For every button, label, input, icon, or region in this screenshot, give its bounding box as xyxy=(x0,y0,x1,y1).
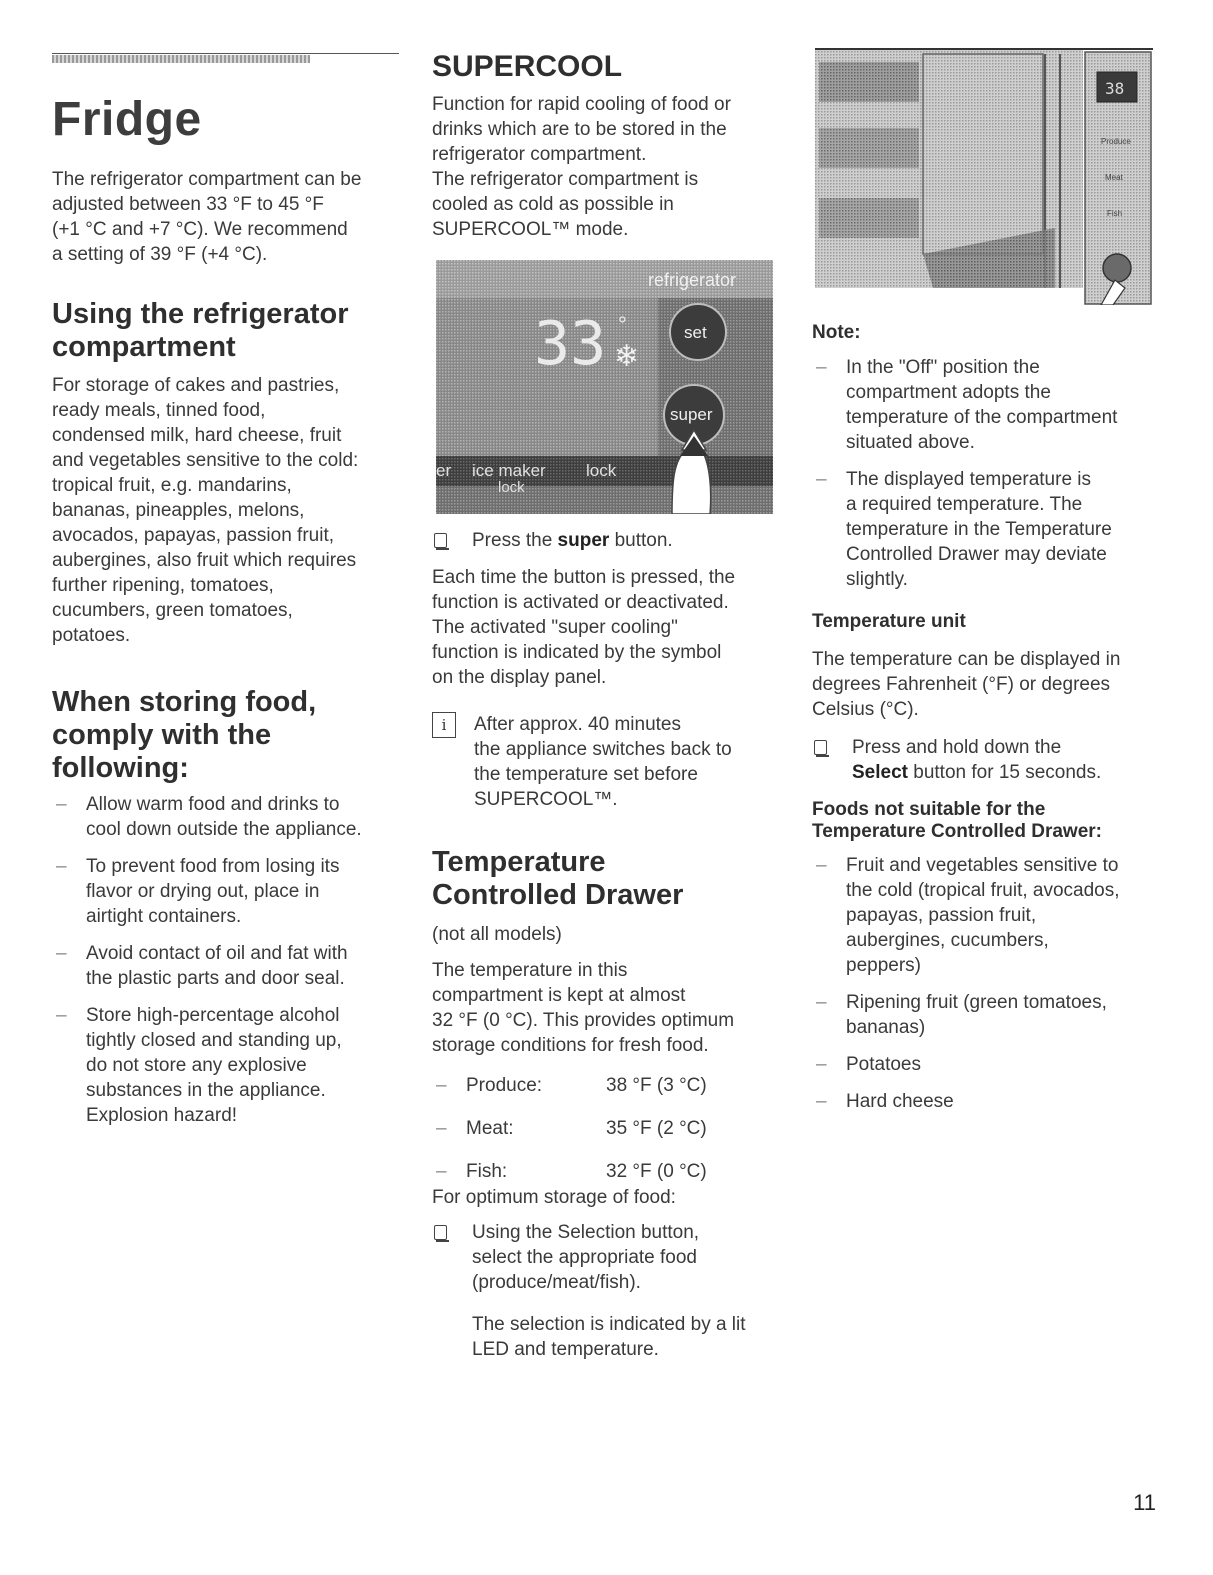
using-heading xyxy=(52,298,404,364)
text-line: a required temperature. The xyxy=(846,494,1083,515)
text-line: and vegetables sensitive to the cold: xyxy=(52,450,359,471)
text-line: The temperature can be displayed in xyxy=(812,649,1121,670)
text-line: temperature of the compartment xyxy=(846,407,1118,428)
list-item xyxy=(52,792,404,842)
text-line: The selection is indicated by a lit xyxy=(472,1314,746,1335)
text-line: Press and hold down the xyxy=(852,737,1062,758)
step-item xyxy=(432,1220,777,1295)
text-line: – In the "Off" position the xyxy=(846,357,1040,378)
text-line: papayas, passion fruit, xyxy=(846,905,1037,926)
text-line: further ripening, tomatoes, xyxy=(52,575,274,596)
text-line: on the display panel. xyxy=(432,667,607,688)
text-line: tropical fruit, e.g. mandarins, xyxy=(52,475,292,496)
storing-heading xyxy=(52,686,404,785)
info-row xyxy=(432,712,777,812)
drawer-heading xyxy=(432,846,777,912)
list-item xyxy=(812,355,1162,455)
panel-degree: ° xyxy=(618,312,627,337)
text-line: 32 °F (0 °C). This provides optimum xyxy=(432,1010,735,1031)
fridge-intro xyxy=(52,167,404,267)
heading-line: comply with the xyxy=(52,719,272,751)
text-line: the appliance switches back to xyxy=(474,739,732,760)
text-line: adjusted between 33 °F to 45 °F xyxy=(52,194,324,215)
header-rule-bar xyxy=(52,55,310,63)
drawer-display-value: 38 xyxy=(1105,79,1125,98)
text-line: flavor or drying out, place in xyxy=(86,881,320,902)
heading-line: Temperature xyxy=(432,846,606,878)
text-line: compartment is kept at almost xyxy=(432,985,686,1006)
text-line: – Avoid contact of oil and fat with xyxy=(86,943,348,964)
foods-heading xyxy=(812,799,1162,843)
text-line: – Ripening fruit (green tomatoes, xyxy=(846,992,1107,1013)
heading-line: Using the refrigerator xyxy=(52,298,349,330)
heading-line: following: xyxy=(52,752,189,784)
text-line: Function for rapid cooling of food or xyxy=(432,94,731,115)
step-text-post: button. xyxy=(609,530,673,551)
info-icon: i xyxy=(432,712,456,738)
text-line: storage conditions for fresh food. xyxy=(432,1035,709,1056)
checkbox-icon xyxy=(434,1225,447,1240)
temp-label: Meat: xyxy=(466,1118,514,1139)
dash: – xyxy=(436,1118,447,1139)
text-line: situated above. xyxy=(846,432,975,453)
text-line: After approx. 40 minutes xyxy=(474,714,681,735)
dash: – xyxy=(436,1075,447,1096)
temperature-unit-body xyxy=(812,647,1162,722)
temp-value: 38 °F (3 °C) xyxy=(606,1075,707,1096)
supercool-body-2 xyxy=(432,565,777,690)
text-line: peppers) xyxy=(846,955,921,976)
panel-display-temp: 33 xyxy=(534,309,607,379)
drawer-label-meat: Meat xyxy=(1105,173,1123,182)
text-line: – To prevent food from losing its xyxy=(86,856,340,877)
text-line: the cold (tropical fruit, avocados, xyxy=(846,880,1120,901)
header-rule-line xyxy=(52,53,399,54)
text-line: The refrigerator compartment is xyxy=(432,169,699,190)
snowflake-icon: ❄ xyxy=(614,339,640,374)
drawer-body xyxy=(432,958,777,1058)
super-button-label: super xyxy=(670,405,713,424)
text-line: Controlled Drawer may deviate xyxy=(846,544,1107,565)
text-line: cucumbers, green tomatoes, xyxy=(52,600,293,621)
text-line: cooled as cold as possible in xyxy=(432,194,674,215)
text-line: – Allow warm food and drinks to xyxy=(86,794,340,815)
text-line: slightly. xyxy=(846,569,908,590)
list-item xyxy=(812,467,1162,592)
foods-list xyxy=(812,853,1162,1126)
text-line: aubergines, cucumbers, xyxy=(846,930,1049,951)
heading-line: Foods not suitable for the xyxy=(812,799,1046,820)
text-line: drinks which are to be stored in the xyxy=(432,119,727,140)
drawer-result xyxy=(472,1312,777,1362)
panel-label-lock: lock xyxy=(586,461,617,480)
text-line: select the appropriate food xyxy=(472,1247,697,1268)
step-item xyxy=(432,528,777,553)
panel-label-lock-small: lock xyxy=(498,479,525,496)
heading-line: compartment xyxy=(52,331,236,363)
text-line: – Potatoes xyxy=(846,1054,921,1075)
supercool-heading: SUPERCOOL xyxy=(432,50,623,83)
text-line: Each time the button is pressed, the xyxy=(432,567,736,588)
text-line: avocados, papayas, passion fruit, xyxy=(52,525,335,546)
temperature-unit-heading: Temperature unit xyxy=(812,611,966,632)
note-heading: Note: xyxy=(812,322,861,343)
text-line: ready meals, tinned food, xyxy=(52,400,266,421)
control-panel-figure xyxy=(436,260,773,514)
list-item xyxy=(812,853,1162,978)
drawer-temperatures xyxy=(432,1073,752,1202)
step-text-pre: Press the xyxy=(472,530,558,551)
control-panel-svg xyxy=(436,260,773,514)
text-line: temperature in the Temperature xyxy=(846,519,1112,540)
text-line: Explosion hazard! xyxy=(86,1105,238,1126)
text-line: Using the Selection button, xyxy=(472,1222,700,1243)
step-text-post: button for 15 seconds. xyxy=(907,762,1102,783)
text-line: For storage of cakes and pastries, xyxy=(52,375,340,396)
text-line: bananas, pineapples, melons, xyxy=(52,500,305,521)
list-item xyxy=(812,1089,1162,1114)
text-line: degrees Fahrenheit (°F) or degrees xyxy=(812,674,1111,695)
temp-value: 35 °F (2 °C) xyxy=(606,1118,707,1139)
text-line: – Hard cheese xyxy=(846,1091,954,1112)
text-line: SUPERCOOL™ mode. xyxy=(432,219,629,240)
select-bold: Select xyxy=(852,762,908,783)
text-line: do not store any explosive xyxy=(86,1055,307,1076)
middle-column xyxy=(432,0,777,1575)
text-line: Celsius (°C). xyxy=(812,699,919,720)
drawer-label-produce: Produce xyxy=(1101,137,1131,146)
text-line: substances in the appliance. xyxy=(86,1080,326,1101)
panel-label-icemaker: ice maker xyxy=(472,461,546,480)
list-item xyxy=(812,990,1162,1040)
drawer-subtitle: (not all models) xyxy=(432,924,562,945)
text-line: (produce/meat/fish). xyxy=(472,1272,641,1293)
text-line: function is activated or deactivated. xyxy=(432,592,729,613)
supercool-body xyxy=(432,92,777,242)
text-line: (+1 °C and +7 °C). We recommend xyxy=(52,219,348,240)
fridge-drawer-figure xyxy=(815,48,1153,305)
text-line: LED and temperature. xyxy=(472,1339,659,1360)
text-line: bananas) xyxy=(846,1017,926,1038)
using-body xyxy=(52,373,404,648)
list-item xyxy=(812,1052,1162,1077)
panel-label-refrigerator: refrigerator xyxy=(648,270,737,290)
checkbox-icon xyxy=(434,533,447,548)
note-list xyxy=(812,355,1162,604)
temp-label: Fish: xyxy=(466,1161,508,1182)
text-line: The temperature in this xyxy=(432,960,628,981)
drawer-step xyxy=(432,1220,777,1295)
fridge-drawer-svg xyxy=(815,48,1153,305)
section-title: Fridge xyxy=(52,93,202,146)
temperature-unit-step xyxy=(812,735,1162,785)
text-line: potatoes. xyxy=(52,625,131,646)
temp-label: Produce: xyxy=(466,1075,543,1096)
info-note xyxy=(432,712,777,812)
step-item xyxy=(812,735,1162,785)
text-line: the plastic parts and door seal. xyxy=(86,968,345,989)
heading-line: Temperature Controlled Drawer: xyxy=(812,821,1102,842)
text-line: tightly closed and standing up, xyxy=(86,1030,342,1051)
text-line: SUPERCOOL™. xyxy=(474,789,618,810)
text-line: the temperature set before xyxy=(474,764,698,785)
text-line: The activated "super cooling" xyxy=(432,617,678,638)
list-item xyxy=(52,1003,404,1128)
list-item xyxy=(52,941,404,991)
step-text-bold: super xyxy=(557,530,610,551)
text-line: a setting of 39 °F (+4 °C). xyxy=(52,244,268,265)
text-line: cool down outside the appliance. xyxy=(86,819,362,840)
text-line xyxy=(852,760,1162,785)
left-column xyxy=(52,0,404,1575)
panel-label-left: er xyxy=(436,461,452,480)
text-line: – The displayed temperature is xyxy=(846,469,1092,490)
temp-row xyxy=(432,1116,752,1159)
heading-line: Controlled Drawer xyxy=(432,879,684,911)
storing-list xyxy=(52,792,404,1140)
text-line: – Store high-percentage alcohol xyxy=(86,1005,340,1026)
text-line: condensed milk, hard cheese, fruit xyxy=(52,425,342,446)
text-line: aubergines, also fruit which requires xyxy=(52,550,357,571)
set-button-label: set xyxy=(684,323,707,342)
text-line: refrigerator compartment. xyxy=(432,144,647,165)
heading-line: When storing food, xyxy=(52,686,317,718)
text-line: function is indicated by the symbol xyxy=(432,642,722,663)
text-line: airtight containers. xyxy=(86,906,242,927)
temp-row xyxy=(432,1073,752,1116)
checkbox-icon xyxy=(814,740,827,755)
dash: – xyxy=(436,1161,447,1182)
supercool-step xyxy=(432,528,777,553)
drawer-select-button[interactable] xyxy=(1103,254,1131,282)
drawer-optimum: For optimum storage of food: xyxy=(432,1187,676,1208)
text-line: The refrigerator compartment can be xyxy=(52,169,362,190)
drawer-label-fish: Fish xyxy=(1107,209,1123,218)
list-item xyxy=(52,854,404,929)
temp-value: 32 °F (0 °C) xyxy=(606,1161,707,1182)
text-line: compartment adopts the xyxy=(846,382,1051,403)
text-line: – Fruit and vegetables sensitive to xyxy=(846,855,1119,876)
page-number: 11 xyxy=(1133,1490,1156,1515)
